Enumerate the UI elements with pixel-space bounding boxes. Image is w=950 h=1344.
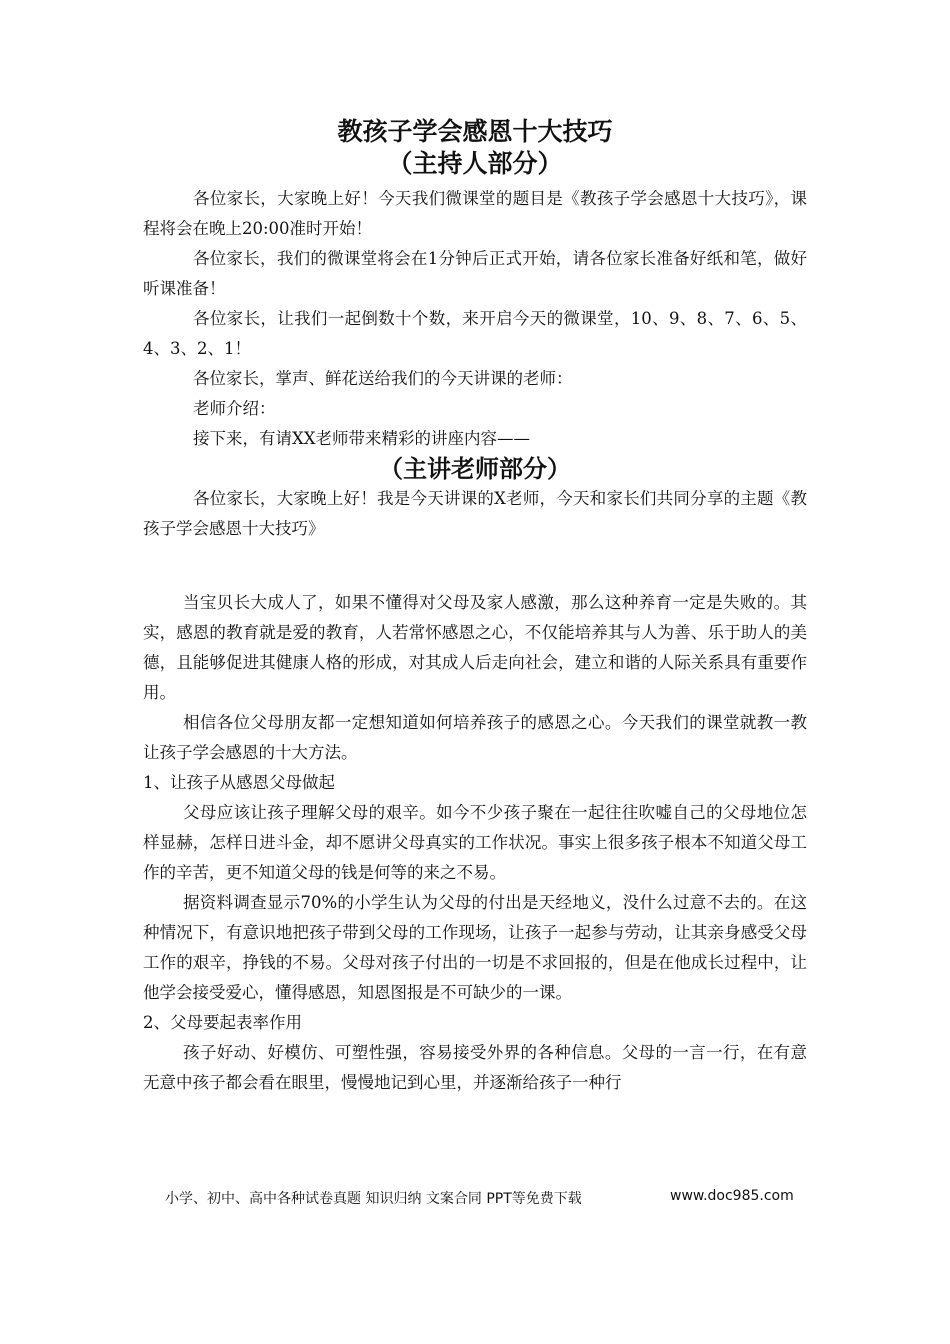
section-paragraph: 父母应该让孩子理解父母的艰辛。如今不少孩子聚在一起往往吹嘘自己的父母地位怎样显赫，怎样日进斗金，却不愿讲父母真实的工作状况。事实上很多孩子根本不知道父母工作的辛苦，更不知道父母的钱是何等的来之不易。 [143,803,807,882]
host-paragraph: 各位家长，掌声、鲜花送给我们的今天讲课的老师： [193,369,573,388]
footer-url[interactable]: www.doc985.com [670,1188,794,1204]
body-paragraph: 相信各位父母朋友都一定想知道如何培养孩子的感恩之心。今天我们的课堂就教一教让孩子学会感恩的十大方法。 [143,713,807,762]
document-body [143,184,807,1098]
document-title: 教孩子学会感恩十大技巧 [337,117,613,146]
host-section-heading: （主持人部分） [387,149,563,178]
teacher-section-heading: （主讲老师部分） [379,454,571,483]
footer-text: 小学、初中、高中各种试卷真题 知识归纳 文案合同 PPT等免费下载 [165,1191,582,1207]
host-paragraph: 接下来，有请XX老师带来精彩的讲座内容—— [193,429,530,448]
body-paragraph: 当宝贝长大成人了，如果不懂得对父母及家人感激，那么这种养育一定是失败的。其实，感恩的教育就是爱的教育，人若常怀感恩之心，不仅能培养其与人为善、乐于助人的美德，且能够促进其健康人格的形成，对其成人后走向社会，建立和谐的人际关系具有重要作用。 [143,593,807,702]
section-heading: 1、让孩子从感恩父母做起 [143,773,335,792]
page-footer [165,1188,805,1208]
host-paragraph: 各位家长，让我们一起倒数十个数，来开启今天的微课堂，10、9、8、7、6、5、4、3、2、1！ [143,309,807,358]
host-paragraph: 老师介绍： [193,399,276,418]
section-paragraph: 据资料调查显示70%的小学生认为父母的付出是天经地义，没什么过意不去的。在这种情况下，有意识地把孩子带到父母的工作现场，让孩子一起参与劳动，让其亲身感受父母工作的艰辛，挣钱的不易。父母对孩子付出的一切是不求回报的，但是在他成长过程中，让他学会接受爱心，懂得感恩，知恩图报是不可缺少的一课。 [143,893,807,1002]
teacher-intro: 各位家长，大家晚上好！我是今天讲课的X老师，今天和家长们共同分享的主题《教孩子学会感恩十大技巧》 [143,489,807,538]
blank-line [143,544,807,588]
host-paragraph: 各位家长，大家晚上好！今天我们微课堂的题目是《教孩子学会感恩十大技巧》，课程将会在晚上20:00准时开始！ [143,189,807,238]
section-paragraph: 孩子好动、好模仿、可塑性强，容易接受外界的各种信息。父母的一言一行，在有意无意中孩子都会看在眼里，慢慢地记到心里，并逐渐给孩子一种行 [143,1043,807,1092]
section-heading: 2、父母要起表率作用 [143,1013,302,1032]
host-paragraph: 各位家长，我们的微课堂将会在1分钟后正式开始，请各位家长准备好纸和笔，做好听课准备！ [143,249,807,298]
